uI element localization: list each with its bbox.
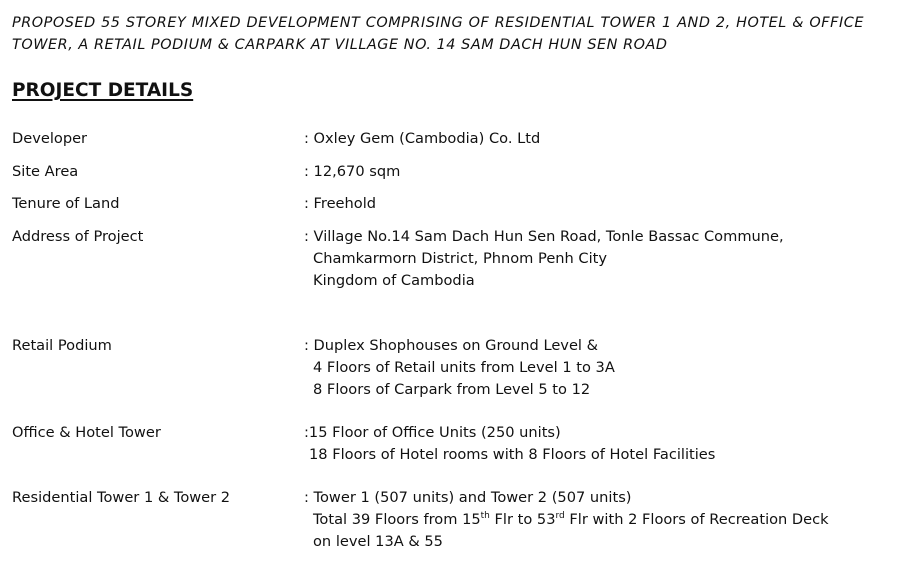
address-value	[304, 226, 784, 292]
tenure-label: Tenure of Land	[12, 195, 120, 212]
office-hotel-label: Office & Hotel Tower	[12, 424, 161, 441]
residential-line-2-part-b: Flr to 53	[489, 511, 556, 528]
residential-line-2	[304, 509, 829, 531]
site-area-value: : 12,670 sqm	[304, 163, 401, 180]
section-title: PROJECT DETAILS	[12, 80, 194, 101]
address-line-3: Kingdom of Cambodia	[313, 272, 475, 289]
tenure-value: : Freehold	[304, 195, 377, 212]
residential-line-3: on level 13A & 55	[313, 533, 443, 550]
address-line-1: : Village No.14 Sam Dach Hun Sen Road, Tonle Bassac Commune,	[304, 228, 784, 245]
office-hotel-value	[304, 422, 715, 466]
residential-line-2-part-a: Total 39 Floors from 15	[313, 511, 481, 528]
residential-value	[304, 487, 829, 553]
retail-podium-line-3: 8 Floors of Carpark from Level 5 to 12	[313, 381, 591, 398]
retail-podium-value	[304, 335, 615, 401]
ordinal-suffix-rd: rd	[555, 511, 565, 521]
address-label: Address of Project	[12, 228, 144, 245]
developer-label: Developer	[12, 130, 88, 147]
address-line-2: Chamkarmorn District, Phnom Penh City	[313, 250, 608, 267]
office-hotel-line-2: 18 Floors of Hotel rooms with 8 Floors of Hotel Facilities	[309, 446, 716, 463]
developer-value: : Oxley Gem (Cambodia) Co. Ltd	[304, 130, 541, 147]
site-area-label: Site Area	[12, 163, 79, 180]
ordinal-suffix-th: th	[480, 511, 490, 521]
office-hotel-line-1: :15 Floor of Office Units (250 units)	[304, 424, 561, 441]
retail-podium-line-2: 4 Floors of Retail units from Level 1 to 3A	[313, 359, 615, 376]
residential-label: Residential Tower 1 & Tower 2	[12, 489, 231, 506]
retail-podium-line-1: : Duplex Shophouses on Ground Level &	[304, 337, 598, 354]
residential-line-1: : Tower 1 (507 units) and Tower 2 (507 units)	[304, 489, 632, 506]
document-heading: PROPOSED 55 STOREY MIXED DEVELOPMENT COMPRISING OF RESIDENTIAL TOWER 1 AND 2, HOTEL & OFFICE TOWER, A RETAIL PODIUM & CARPARK AT VILLAGE NO. 14 SAM DACH HUN SEN ROAD	[12, 15, 864, 53]
retail-podium-label: Retail Podium	[12, 337, 112, 354]
residential-line-2-part-c: Flr with 2 Floors of Recreation Deck	[564, 511, 829, 528]
